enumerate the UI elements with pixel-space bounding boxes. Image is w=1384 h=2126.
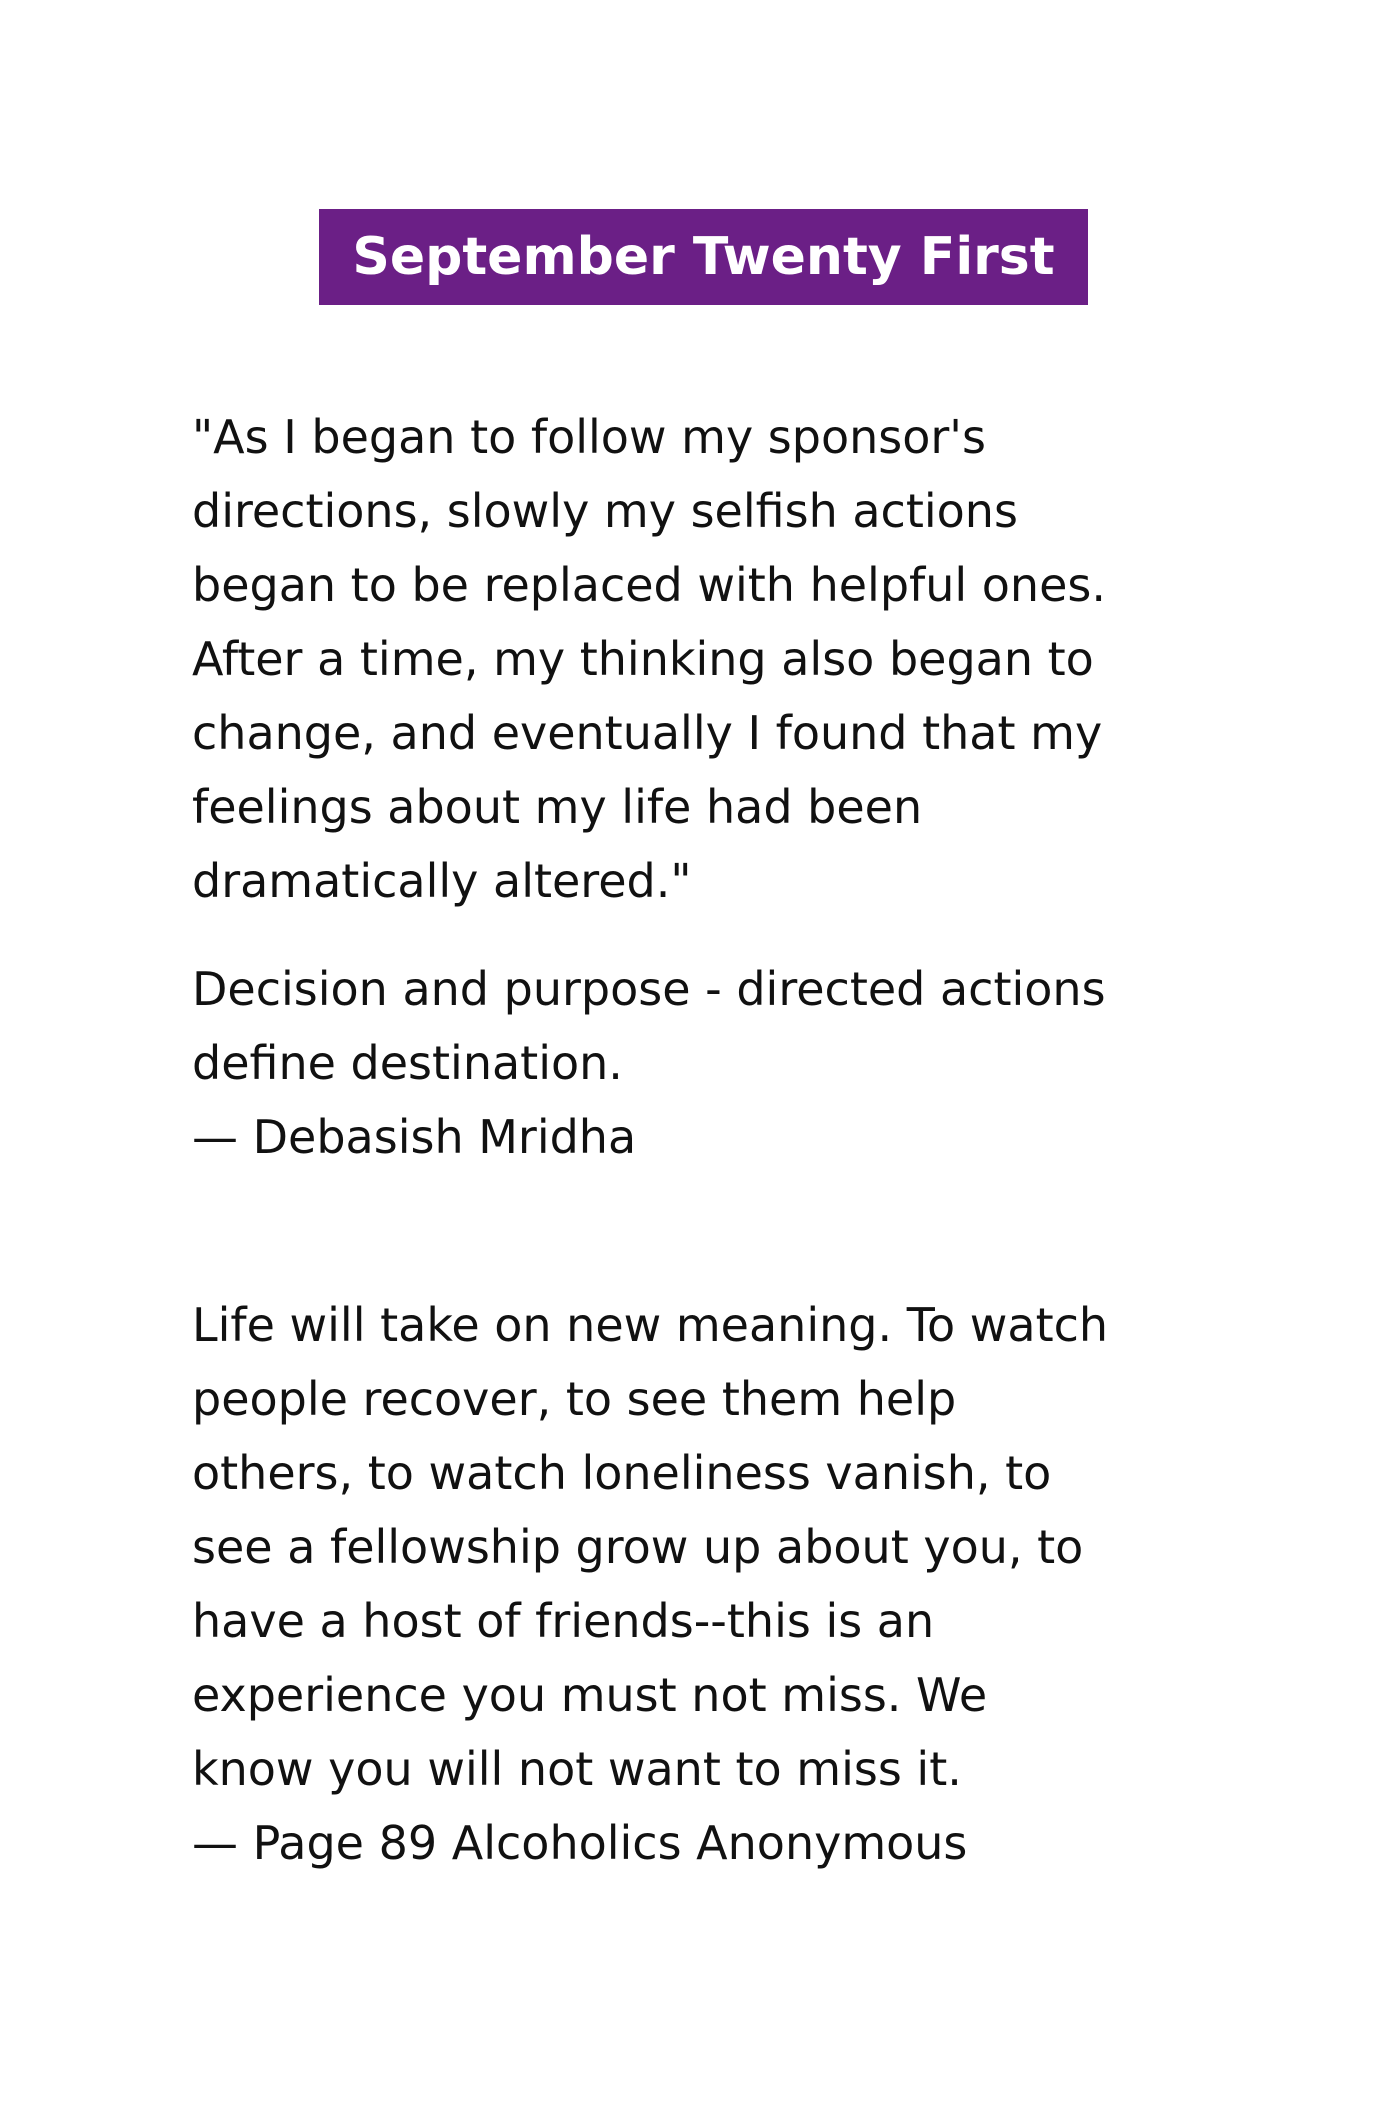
- reading-line: feelings about my life had been: [192, 780, 923, 834]
- thought-attribution: — Debasish Mridha: [192, 1110, 637, 1164]
- reading-line: began to be replaced with helpful ones.: [192, 558, 1106, 612]
- thought-line: define destination.: [192, 1036, 623, 1090]
- reading-line: "As I began to follow my sponsor's: [192, 410, 986, 464]
- page-title: September Twenty First: [352, 227, 1055, 287]
- book-line: people recover, to see them help: [192, 1372, 957, 1426]
- book-line: see a fellowship grow up about you, to: [192, 1520, 1084, 1574]
- reading-line: After a time, my thinking also began to: [192, 632, 1094, 686]
- thought-line: Decision and purpose - directed actions: [192, 962, 1106, 1016]
- reading-quote: [192, 400, 1212, 918]
- book-line: know you will not want to miss it.: [192, 1742, 962, 1796]
- book-excerpt: [192, 1288, 1212, 1880]
- book-line: Life will take on new meaning. To watch: [192, 1298, 1109, 1352]
- thought-quote: [192, 952, 1212, 1174]
- book-line: others, to watch loneliness vanish, to: [192, 1446, 1052, 1500]
- book-line: experience you must not miss. We: [192, 1668, 988, 1722]
- book-attribution: — Page 89 Alcoholics Anonymous: [192, 1816, 968, 1870]
- date-title-banner: [319, 209, 1088, 305]
- reading-line: change, and eventually I found that my: [192, 706, 1103, 760]
- reading-line: dramatically altered.": [192, 854, 692, 908]
- book-line: have a host of friends--this is an: [192, 1594, 935, 1648]
- reading-line: directions, slowly my selfish actions: [192, 484, 1018, 538]
